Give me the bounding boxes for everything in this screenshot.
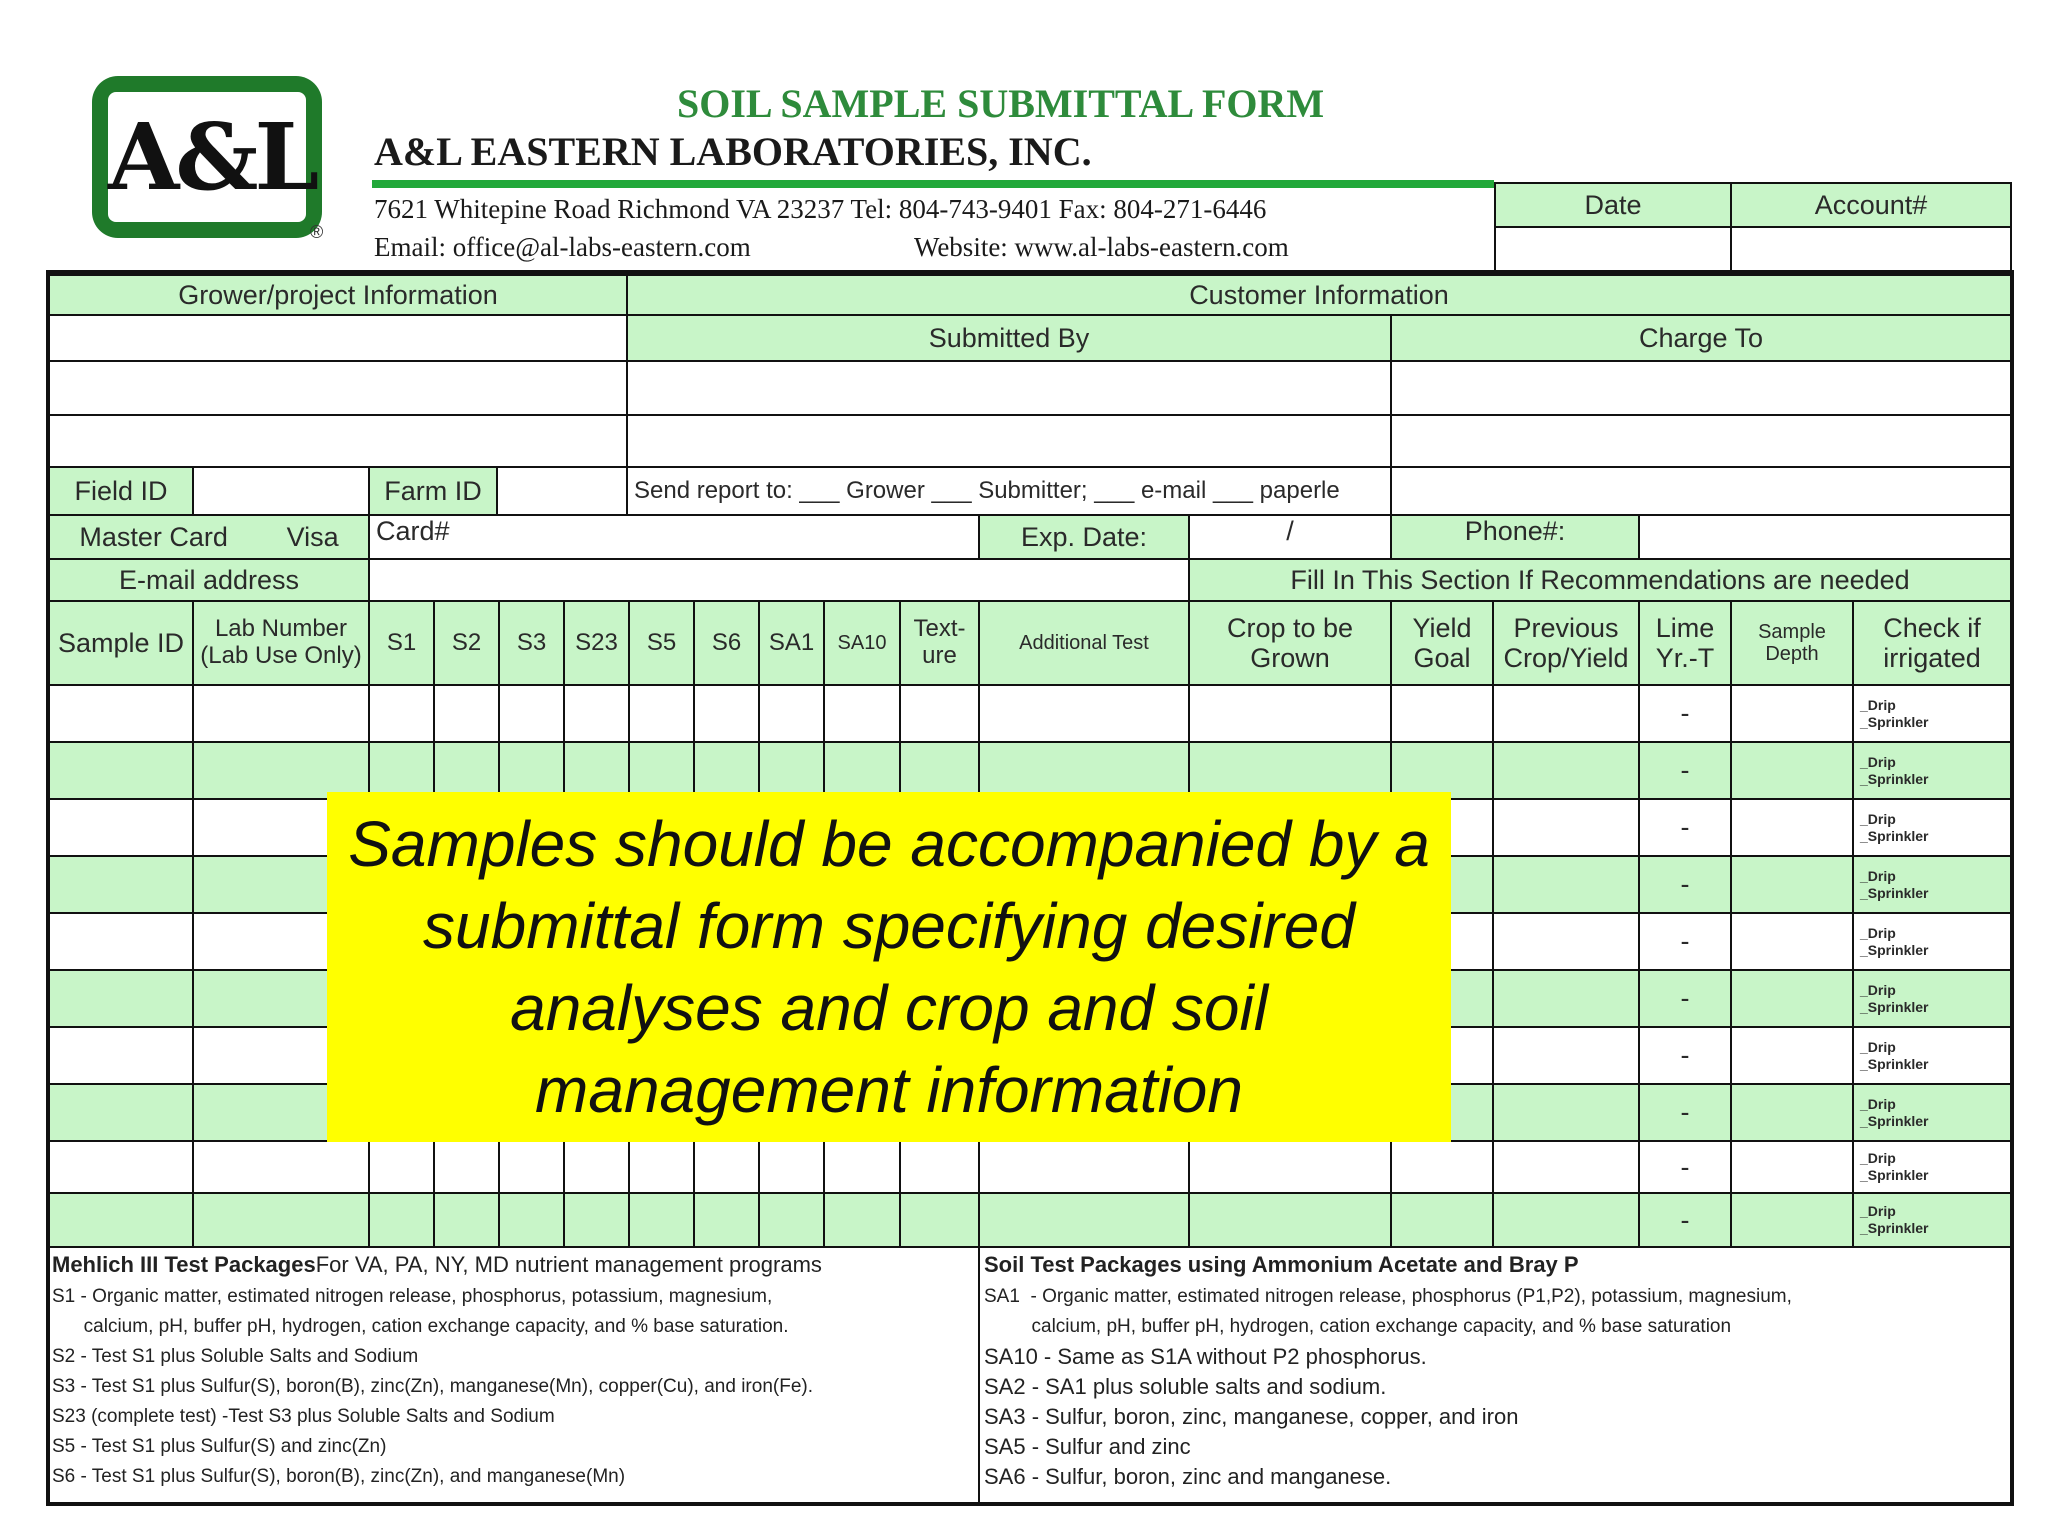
row-3-lime-cell[interactable]: [1638, 798, 1732, 857]
row-9-sa1-cell[interactable]: [758, 1140, 825, 1194]
row-6-sample-depth-cell[interactable]: [1730, 969, 1854, 1028]
sprinkler-option[interactable]: _Sprinkler: [1860, 770, 1929, 787]
mehlich-line: S3 - Test S1 plus Sulfur(S), boron(B), zinc(Zn), manganese(Mn), copper(Cu), and iron(Fe).: [52, 1376, 813, 1397]
submitted-by-header: Submitted By: [626, 314, 1392, 362]
customer-section-header: Customer Information: [626, 274, 2012, 316]
mehlich-line: S23 (complete test) -Test S3 plus Soluble Salts and Sodium: [52, 1406, 555, 1427]
mehlich-line: S6 - Test S1 plus Sulfur(S), boron(B), zinc(Zn), and manganese(Mn): [52, 1466, 626, 1487]
row-6-lime-cell[interactable]: [1638, 969, 1732, 1028]
row-10-yield-goal-cell[interactable]: [1390, 1192, 1494, 1248]
submitted-by-line-2[interactable]: [626, 414, 1392, 468]
irrigation-options: [1860, 1203, 1928, 1237]
col-sa1: SA1: [758, 600, 825, 686]
col-s1: S1: [368, 600, 435, 686]
col-lime: Lime Yr.-T: [1638, 600, 1732, 686]
row-9-previous-crop-cell[interactable]: [1492, 1140, 1640, 1194]
row-1-irrigated-cell[interactable]: [1852, 684, 2012, 743]
irrigation-options: [1860, 1039, 1928, 1073]
col-previous-crop: Previous Crop/Yield: [1492, 600, 1640, 686]
card-number-field[interactable]: Card#: [368, 514, 980, 560]
row-9-irrigated-cell[interactable]: [1852, 1140, 2012, 1194]
mehlich-line: S1 - Organic matter, estimated nitrogen release, phosphorus, potassium, magnesium,: [52, 1286, 773, 1307]
row-2-previous-crop-cell[interactable]: [1492, 741, 1640, 800]
ammonium-line: SA5 - Sulfur and zinc: [984, 1434, 1191, 1459]
row-4-lime-cell[interactable]: [1638, 855, 1732, 914]
row-9-s23-cell[interactable]: [563, 1140, 630, 1194]
company-name: A&L EASTERN LABORATORIES, INC.: [374, 129, 1092, 174]
row-4-previous-crop-cell[interactable]: [1492, 855, 1640, 914]
drip-option[interactable]: _Drip: [1860, 1203, 1896, 1219]
row-9-lime-cell[interactable]: [1638, 1140, 1732, 1194]
farm-id-input[interactable]: [496, 466, 628, 516]
row-10-lab-number-cell[interactable]: [192, 1192, 370, 1248]
date-label: Date: [1494, 182, 1732, 228]
row-3-sample-id-cell[interactable]: [48, 798, 194, 857]
sprinkler-option[interactable]: _Sprinkler: [1860, 941, 1929, 958]
submitted-by-line-1[interactable]: [626, 360, 1392, 416]
lime-dash: -: [1680, 926, 1690, 957]
charge-to-line-2[interactable]: [1390, 414, 2012, 468]
drip-option[interactable]: _Drip: [1860, 1038, 1896, 1055]
send-report-options[interactable]: Send report to: ___ Grower ___ Submitter; ___ e-mail ___ paperle: [626, 466, 1392, 516]
sprinkler-option[interactable]: _Sprinkler: [1860, 1055, 1929, 1072]
row-9-lab-number-cell[interactable]: [192, 1140, 370, 1194]
row-6-irrigated-cell[interactable]: [1852, 969, 2012, 1028]
account-label: Account#: [1730, 182, 2012, 228]
form-title: SOIL SAMPLE SUBMITTAL FORM: [677, 81, 1325, 126]
ammonium-line: SA2 - SA1 plus soluble salts and sodium.: [984, 1374, 1387, 1399]
row-4-irrigated-cell[interactable]: [1852, 855, 2012, 914]
irrigation-options: [1860, 754, 1928, 788]
row-1-texture-cell[interactable]: [899, 684, 980, 743]
row-1-lab-number-cell[interactable]: [192, 684, 370, 743]
row-10-additional-test-cell[interactable]: [978, 1192, 1190, 1248]
row-9-yield-goal-cell[interactable]: [1390, 1140, 1494, 1194]
row-8-previous-crop-cell[interactable]: [1492, 1083, 1640, 1142]
row-3-irrigated-cell[interactable]: [1852, 798, 2012, 857]
irrigation-options: [1860, 1150, 1928, 1184]
drip-option[interactable]: _Drip: [1860, 810, 1896, 827]
row-10-s23-cell[interactable]: [563, 1192, 630, 1248]
company-email: Email: office@al-labs-eastern.com: [374, 232, 751, 262]
row-1-previous-crop-cell[interactable]: [1492, 684, 1640, 743]
callout-text: Samples should be accompanied by a submittal form specifying desired analyses and crop and soil management information: [348, 808, 1430, 1126]
row-9-sample-depth-cell[interactable]: [1730, 1140, 1854, 1194]
row-3-previous-crop-cell[interactable]: [1492, 798, 1640, 857]
charge-to-header: Charge To: [1390, 314, 2012, 362]
grower-line-2[interactable]: [48, 360, 628, 416]
row-9-sa10-cell[interactable]: [823, 1140, 901, 1194]
row-1-s23-cell[interactable]: [563, 684, 630, 743]
row-10-irrigated-cell[interactable]: [1852, 1192, 2012, 1248]
col-additional-test: Additional Test: [978, 600, 1190, 686]
irrigation-options: [1860, 1096, 1928, 1130]
irrigation-options: [1860, 697, 1928, 731]
row-4-sample-id-cell[interactable]: [48, 855, 194, 914]
account-field[interactable]: [1730, 226, 2012, 274]
row-9-s1-cell[interactable]: [368, 1140, 435, 1194]
callout-note: [327, 792, 1451, 1142]
row-8-sample-id-cell[interactable]: [48, 1083, 194, 1142]
row-1-s6-cell[interactable]: [693, 684, 760, 743]
company-website: Website: www.al-labs-eastern.com: [914, 232, 1289, 262]
row-1-s1-cell[interactable]: [368, 684, 435, 743]
ammonium-line: SA3 - Sulfur, boron, zinc, manganese, copper, and iron: [984, 1404, 1519, 1429]
row-9-texture-cell[interactable]: [899, 1140, 980, 1194]
irrigation-options: [1860, 925, 1928, 959]
row-9-crop-cell[interactable]: [1188, 1140, 1392, 1194]
col-s23: S23: [563, 600, 630, 686]
lime-dash: -: [1680, 1204, 1690, 1235]
ammonium-line: calcium, pH, buffer pH, hydrogen, cation exchange capacity, and % base saturation: [984, 1316, 1732, 1337]
master-card-option[interactable]: Master Card: [79, 521, 228, 552]
date-field[interactable]: [1494, 226, 1732, 274]
row-7-lime-cell[interactable]: [1638, 1026, 1732, 1085]
row-2-sample-id-cell[interactable]: [48, 741, 194, 800]
row-1-s2-cell[interactable]: [433, 684, 500, 743]
drip-option[interactable]: _Drip: [1860, 981, 1896, 998]
row-9-s5-cell[interactable]: [628, 1140, 695, 1194]
mehlich-line: calcium, pH, buffer pH, hydrogen, cation exchange capacity, and % base saturation.: [52, 1316, 789, 1337]
row-7-irrigated-cell[interactable]: [1852, 1026, 2012, 1085]
email-address-label: E-mail address: [48, 558, 370, 602]
row-10-previous-crop-cell[interactable]: [1492, 1192, 1640, 1248]
row-3-sample-depth-cell[interactable]: [1730, 798, 1854, 857]
row-4-sample-depth-cell[interactable]: [1730, 855, 1854, 914]
row-7-sample-depth-cell[interactable]: [1730, 1026, 1854, 1085]
irrigation-options: [1860, 811, 1928, 845]
row-9-s3-cell[interactable]: [498, 1140, 565, 1194]
ammonium-line: SA10 - Same as S1A without P2 phosphorus.: [984, 1344, 1427, 1369]
grower-section-header: Grower/project Information: [48, 274, 628, 316]
row-2-lime-cell[interactable]: [1638, 741, 1732, 800]
sprinkler-option[interactable]: _Sprinkler: [1860, 827, 1929, 844]
row-10-crop-cell[interactable]: [1188, 1192, 1392, 1248]
row-2-irrigated-cell[interactable]: [1852, 741, 2012, 800]
row-8-irrigated-cell[interactable]: [1852, 1083, 2012, 1142]
col-s5: S5: [628, 600, 695, 686]
ammonium-line: SA1 - Organic matter, estimated nitrogen release, phosphorus (P1,P2), potassium, magnesium,: [984, 1286, 1792, 1307]
row-10-s6-cell[interactable]: [693, 1192, 760, 1248]
company-address: 7621 Whitepine Road Richmond VA 23237 Tel: 804-743-9401 Fax: 804-271-6446: [374, 194, 1267, 224]
row-5-sample-depth-cell[interactable]: [1730, 912, 1854, 971]
col-yield-goal: Yield Goal: [1390, 600, 1494, 686]
drip-option[interactable]: _Drip: [1860, 753, 1896, 770]
lime-dash: -: [1680, 812, 1690, 843]
row-9-s2-cell[interactable]: [433, 1140, 500, 1194]
row-10-sa10-cell[interactable]: [823, 1192, 901, 1248]
sprinkler-option[interactable]: _Sprinkler: [1860, 998, 1929, 1015]
row-2-sample-depth-cell[interactable]: [1730, 741, 1854, 800]
row-8-sample-depth-cell[interactable]: [1730, 1083, 1854, 1142]
col-sample-id: Sample ID: [48, 600, 194, 686]
row-10-lime-cell[interactable]: [1638, 1192, 1732, 1248]
drip-option[interactable]: _Drip: [1860, 1095, 1896, 1112]
grower-line-1[interactable]: [48, 314, 628, 362]
field-id-label: Field ID: [48, 466, 194, 516]
row-8-lime-cell[interactable]: [1638, 1083, 1732, 1142]
sprinkler-option[interactable]: _Sprinkler: [1860, 884, 1929, 901]
row-1-sample-depth-cell[interactable]: [1730, 684, 1854, 743]
row-10-sample-id-cell[interactable]: [48, 1192, 194, 1248]
sprinkler-option[interactable]: _Sprinkler: [1860, 1167, 1929, 1183]
drip-option[interactable]: _Drip: [1860, 696, 1896, 713]
row-6-sample-id-cell[interactable]: [48, 969, 194, 1028]
row-1-lime-cell[interactable]: [1638, 684, 1732, 743]
row-6-previous-crop-cell[interactable]: [1492, 969, 1640, 1028]
irrigation-options: [1860, 868, 1928, 902]
row-10-sa1-cell[interactable]: [758, 1192, 825, 1248]
row-10-texture-cell[interactable]: [899, 1192, 980, 1248]
exp-date-label: Exp. Date:: [978, 514, 1190, 560]
row-7-previous-crop-cell[interactable]: [1492, 1026, 1640, 1085]
ammonium-title: Soil Test Packages using Ammonium Acetate and Bray P: [984, 1252, 1579, 1277]
row-5-previous-crop-cell[interactable]: [1492, 912, 1640, 971]
card-type-options[interactable]: [48, 514, 370, 560]
row-1-s5-cell[interactable]: [628, 684, 695, 743]
row-1-crop-cell[interactable]: [1188, 684, 1392, 743]
col-texture: Text- ure: [899, 600, 980, 686]
sprinkler-option[interactable]: _Sprinkler: [1860, 1112, 1929, 1129]
row-5-lime-cell[interactable]: [1638, 912, 1732, 971]
drip-option[interactable]: _Drip: [1860, 867, 1896, 884]
field-id-input[interactable]: [192, 466, 370, 516]
row-1-yield-goal-cell[interactable]: [1390, 684, 1494, 743]
logo-text: A&L: [108, 103, 316, 211]
row-1-sa10-cell[interactable]: [823, 684, 901, 743]
ammonium-line: SA6 - Sulfur, boron, zinc and manganese.: [984, 1464, 1392, 1489]
row-1-additional-test-cell[interactable]: [978, 684, 1190, 743]
drip-option[interactable]: _Drip: [1860, 924, 1896, 941]
charge-to-line-3[interactable]: [1390, 466, 2012, 516]
row-1-s3-cell[interactable]: [498, 684, 565, 743]
header-divider: [372, 180, 1494, 188]
col-irrigated: Check if irrigated: [1852, 600, 2012, 686]
col-sample-depth: Sample Depth: [1730, 600, 1854, 686]
col-sa10: SA10: [823, 600, 901, 686]
row-10-sample-depth-cell[interactable]: [1730, 1192, 1854, 1248]
visa-option[interactable]: Visa: [286, 521, 339, 552]
col-s6: S6: [693, 600, 760, 686]
registered-mark: ®: [310, 222, 324, 242]
row-1-sa1-cell[interactable]: [758, 684, 825, 743]
row-10-s2-cell[interactable]: [433, 1192, 500, 1248]
sprinkler-option[interactable]: _Sprinkler: [1860, 1220, 1929, 1236]
grower-line-3[interactable]: [48, 414, 628, 468]
lime-dash: -: [1680, 1097, 1690, 1128]
phone-label: Phone#:: [1390, 514, 1640, 560]
lime-dash: -: [1680, 1040, 1690, 1071]
mehlich-line: S5 - Test S1 plus Sulfur(S) and zinc(Zn): [52, 1436, 387, 1457]
mehlich-line: S2 - Test S1 plus Soluble Salts and Sodium: [52, 1346, 419, 1367]
email-address-field[interactable]: [368, 558, 1190, 602]
lime-dash: -: [1680, 1151, 1690, 1182]
row-10-s3-cell[interactable]: [498, 1192, 565, 1248]
exp-date-field[interactable]: /: [1188, 514, 1392, 560]
irrigation-options: [1860, 982, 1928, 1016]
row-7-sample-id-cell[interactable]: [48, 1026, 194, 1085]
row-1-sample-id-cell[interactable]: [48, 684, 194, 743]
company-logo: [92, 76, 322, 238]
col-lab-number: Lab Number (Lab Use Only): [192, 600, 370, 686]
farm-id-label: Farm ID: [368, 466, 498, 516]
sprinkler-option[interactable]: _Sprinkler: [1860, 713, 1929, 730]
row-9-s6-cell[interactable]: [693, 1140, 760, 1194]
mehlich-title: Mehlich III Test PackagesFor VA, PA, NY, MD nutrient management programs: [52, 1252, 822, 1277]
charge-to-line-1[interactable]: [1390, 360, 2012, 416]
row-5-irrigated-cell[interactable]: [1852, 912, 2012, 971]
lime-dash: -: [1680, 755, 1690, 786]
recommendations-header: Fill In This Section If Recommendations are needed: [1188, 558, 2012, 602]
lime-dash: -: [1680, 869, 1690, 900]
drip-option[interactable]: _Drip: [1860, 1150, 1896, 1166]
row-10-s5-cell[interactable]: [628, 1192, 695, 1248]
phone-field[interactable]: [1638, 514, 2012, 560]
col-s2: S2: [433, 600, 500, 686]
row-5-sample-id-cell[interactable]: [48, 912, 194, 971]
lime-dash: -: [1680, 698, 1690, 729]
row-9-sample-id-cell[interactable]: [48, 1140, 194, 1194]
col-crop: Crop to be Grown: [1188, 600, 1392, 686]
row-9-additional-test-cell[interactable]: [978, 1140, 1190, 1194]
lime-dash: -: [1680, 983, 1690, 1014]
col-s3: S3: [498, 600, 565, 686]
row-10-s1-cell[interactable]: [368, 1192, 435, 1248]
